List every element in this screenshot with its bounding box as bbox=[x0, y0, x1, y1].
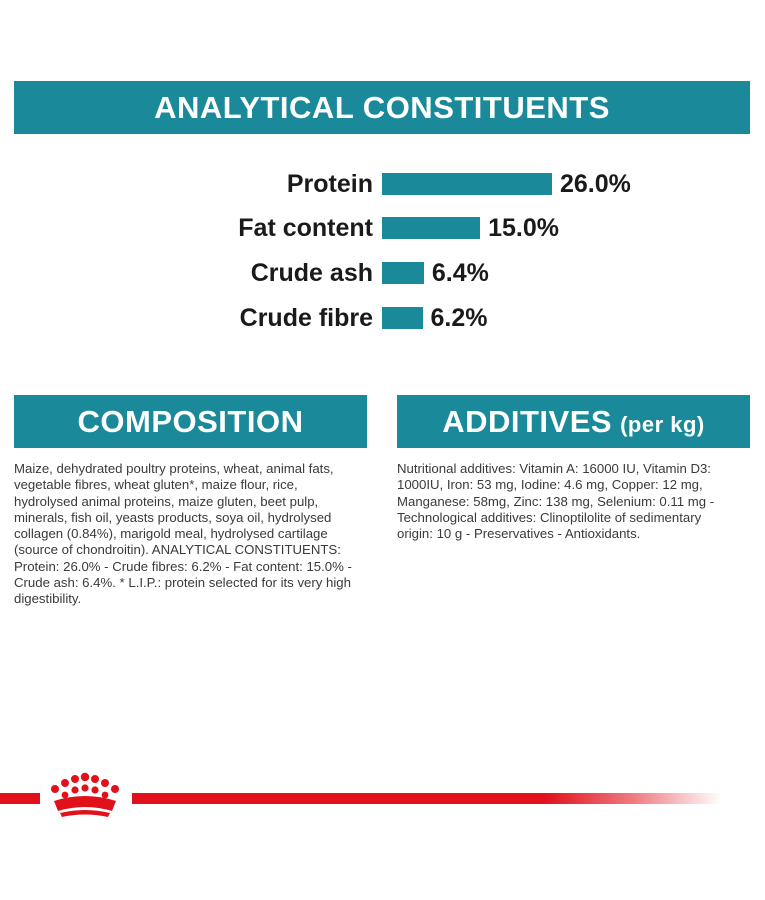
analytical-bar bbox=[382, 262, 424, 284]
additives-line: Technological additives: Clinoptilolite of sedimentary bbox=[397, 509, 702, 525]
analytical-row-value: 26.0% bbox=[560, 170, 631, 198]
additives-banner bbox=[397, 395, 750, 448]
analytical-row bbox=[0, 304, 765, 332]
composition-line: digestibility. bbox=[14, 591, 82, 607]
additives-title: ADDITIVES bbox=[442, 403, 613, 439]
footer-red-line-right bbox=[132, 793, 722, 804]
analytical-row-label: Protein bbox=[286, 170, 373, 198]
composition-line: Crude ash: 6.4%. * L.I.P.: protein selected for its very high bbox=[14, 575, 351, 591]
analytical-row bbox=[0, 259, 765, 287]
analytical-constituents-banner bbox=[14, 81, 750, 134]
composition-line: Maize, dehydrated poultry proteins, wheat, animal fats, bbox=[14, 461, 334, 476]
additives-text bbox=[397, 461, 732, 542]
analytical-row-label: Crude fibre bbox=[239, 304, 373, 332]
composition-banner bbox=[14, 395, 367, 448]
analytical-bar bbox=[382, 173, 552, 195]
composition-line: vegetable fibres, wheat gluten*, maize flour, rice, bbox=[14, 477, 298, 493]
additives-line: Manganese: 58mg, Zinc: 138 mg, Selenium: 0.11 mg - bbox=[397, 493, 715, 509]
analytical-row-label: Fat content bbox=[238, 214, 373, 242]
analytical-row bbox=[0, 170, 765, 198]
analytical-constituents-title: ANALYTICAL CONSTITUENTS bbox=[154, 89, 610, 125]
analytical-row-value: 6.4% bbox=[431, 259, 489, 287]
analytical-row-label: Crude ash bbox=[250, 259, 373, 287]
footer-red-line-left bbox=[0, 793, 40, 804]
composition-text bbox=[14, 461, 366, 608]
analytical-row-value: 6.2% bbox=[430, 304, 488, 332]
additives-line: 1000IU, Iron: 53 mg, Iodine: 4.6 mg, Copper: 12 mg, bbox=[397, 477, 703, 493]
royal-canin-crown-icon bbox=[42, 771, 128, 821]
analytical-bar bbox=[382, 217, 480, 239]
composition-line: (source of chondroitin). ANALYTICAL CONSTITUENTS: bbox=[14, 542, 341, 558]
composition-line: Protein: 26.0% - Crude fibres: 6.2% - Fat content: 15.0% - bbox=[14, 558, 352, 574]
composition-line: minerals, fish oil, yeasts products, soya oil, hydrolysed bbox=[14, 509, 332, 525]
additives-line: origin: 10 g - Preservatives - Antioxidants. bbox=[397, 526, 641, 542]
additives-subtitle: (per kg) bbox=[620, 411, 705, 437]
composition-line: hydrolysed animal proteins, maize gluten, beet pulp, bbox=[14, 493, 319, 509]
composition-line: collagen (0.84%), marigold meal, hydrolysed cartilage bbox=[14, 526, 328, 542]
analytical-bar bbox=[382, 307, 423, 329]
analytical-row bbox=[0, 214, 765, 242]
additives-line: Nutritional additives: Vitamin A: 16000 IU, Vitamin D3: bbox=[397, 461, 711, 476]
composition-title: COMPOSITION bbox=[77, 403, 304, 439]
analytical-row-value: 15.0% bbox=[488, 214, 559, 242]
